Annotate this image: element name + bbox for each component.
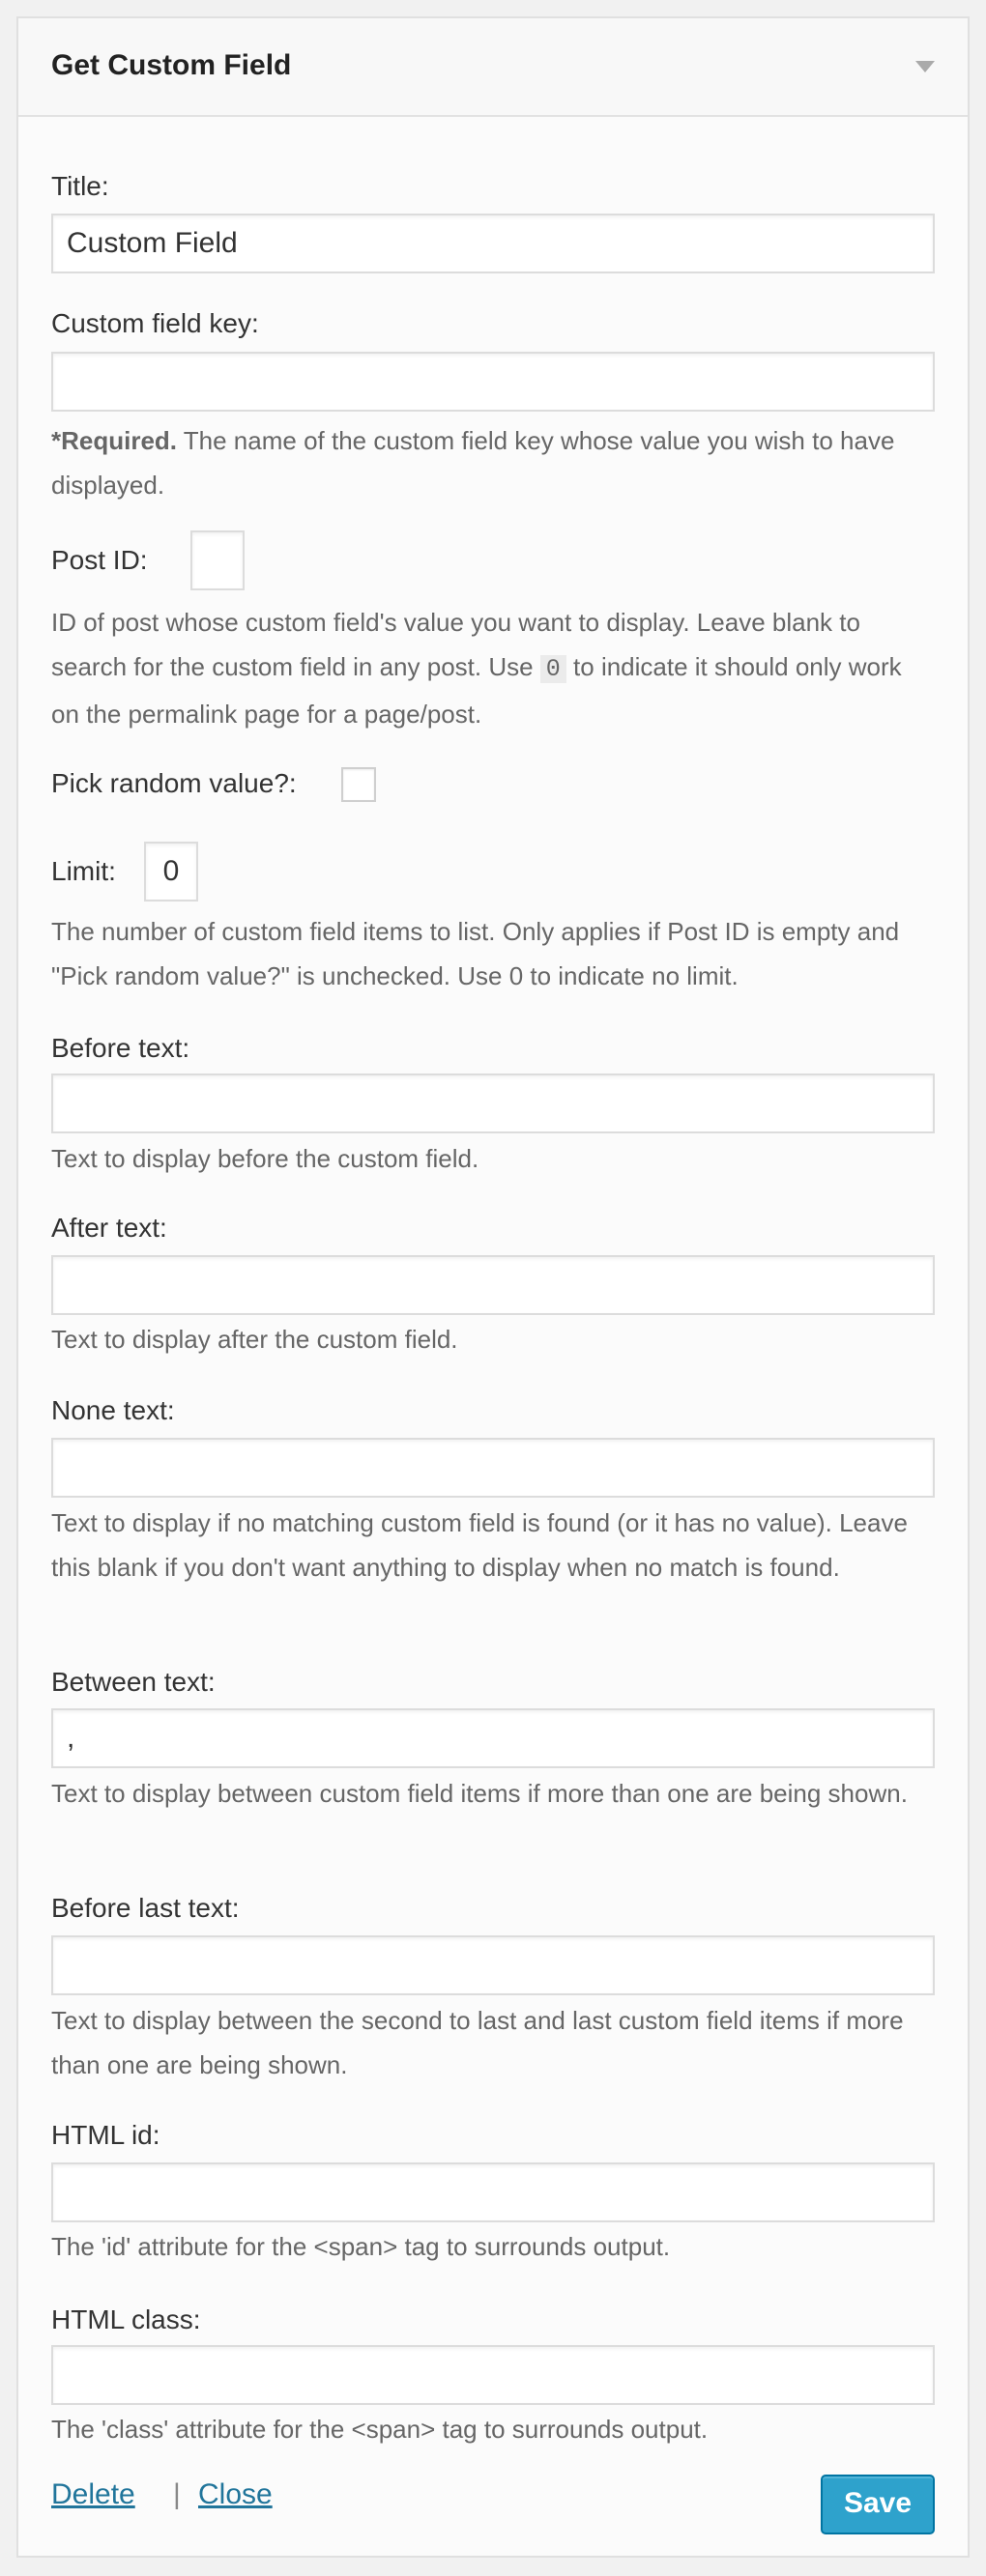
before-last-text-label: Before last text: xyxy=(51,1893,240,1923)
post-id-input[interactable] xyxy=(190,530,245,590)
custom-field-key-input[interactable] xyxy=(51,352,935,412)
html-class-input[interactable] xyxy=(51,2345,935,2405)
widget-panel xyxy=(16,16,970,2558)
post-id-label: Post ID: xyxy=(51,545,148,575)
between-text-input[interactable]: , xyxy=(51,1708,935,1768)
widget-header[interactable] xyxy=(18,18,968,117)
action-separator: | xyxy=(173,2478,181,2510)
html-class-help: The 'class' attribute for the <span> tag to surrounds output. xyxy=(51,2415,709,2444)
pick-random-checkbox[interactable] xyxy=(341,767,376,802)
after-text-label: After text: xyxy=(51,1213,167,1243)
before-text-input[interactable] xyxy=(51,1073,935,1133)
post-id-help: ID of post whose custom field's value you want to display. Leave blank to search for the custom field in any post. Use 0 to indicate it should only work on the permalink page for a page/post. xyxy=(51,608,902,729)
limit-input[interactable]: 0 xyxy=(144,842,198,902)
html-id-label: HTML id: xyxy=(51,2120,160,2150)
title-input[interactable]: Custom Field xyxy=(51,214,935,273)
delete-link[interactable]: Delete xyxy=(51,2478,135,2510)
html-id-help: The 'id' attribute for the <span> tag to surrounds output. xyxy=(51,2232,671,2261)
before-last-text-help: Text to display between the second to last and last custom field items if more than one are being shown. xyxy=(51,2006,904,2079)
limit-help: The number of custom field items to list. Only applies if Post ID is empty and "Pick random value?" is unchecked. Use 0 to indicate no limit. xyxy=(51,917,900,990)
before-last-text-input[interactable] xyxy=(51,1935,935,1995)
none-text-help: Text to display if no matching custom field is found (or it has no value). Leave this blank if you don't want anything to display when no match is found. xyxy=(51,1508,908,1582)
chevron-down-icon[interactable] xyxy=(915,61,935,72)
html-class-label: HTML class: xyxy=(51,2304,201,2334)
pick-random-label: Pick random value?: xyxy=(51,768,297,798)
before-text-help: Text to display before the custom field. xyxy=(51,1144,479,1173)
close-link[interactable]: Close xyxy=(198,2478,273,2510)
none-text-label: None text: xyxy=(51,1395,175,1425)
title-label: Title: xyxy=(51,171,109,201)
code-zero: 0 xyxy=(540,655,566,683)
required-marker: *Required. xyxy=(51,426,178,455)
between-text-help: Text to display between custom field items if more than one are being shown. xyxy=(51,1779,908,1808)
after-text-help: Text to display after the custom field. xyxy=(51,1325,458,1354)
after-text-input[interactable] xyxy=(51,1255,935,1315)
custom-field-key-help: *Required. The name of the custom field key whose value you wish to have displayed. xyxy=(51,426,895,500)
none-text-input[interactable] xyxy=(51,1438,935,1498)
html-id-input[interactable] xyxy=(51,2162,935,2222)
widget-title: Get Custom Field xyxy=(51,49,292,81)
custom-field-key-label: Custom field key: xyxy=(51,308,259,338)
before-text-label: Before text: xyxy=(51,1033,190,1063)
save-button[interactable]: Save xyxy=(821,2475,935,2534)
between-text-label: Between text: xyxy=(51,1667,216,1697)
limit-label: Limit: xyxy=(51,856,116,886)
